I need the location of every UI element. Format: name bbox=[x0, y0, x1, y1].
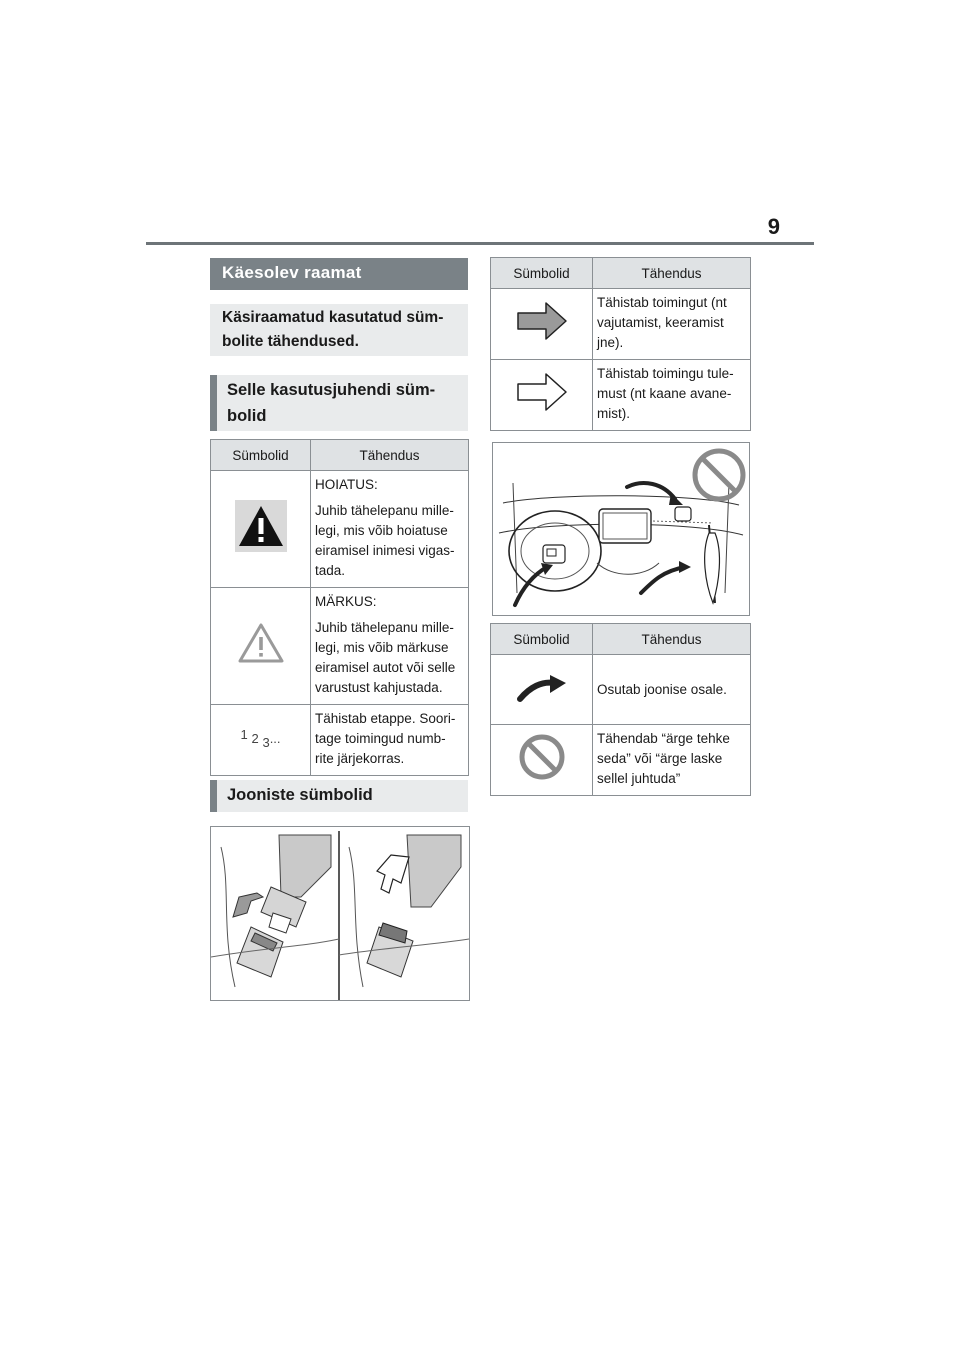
table-row bbox=[491, 360, 751, 431]
table-row bbox=[211, 705, 469, 776]
meaning-line: tada. bbox=[315, 563, 346, 578]
symbol-cell bbox=[211, 471, 311, 588]
table-header-row bbox=[491, 258, 751, 289]
heading-drawing-symbols: Jooniste sümbolid bbox=[210, 780, 468, 812]
symbol-cell bbox=[211, 588, 311, 705]
table-row bbox=[211, 471, 469, 588]
meaning-line: Juhib tähelepanu mille- bbox=[315, 620, 454, 635]
section-title: Käesolev raamat bbox=[210, 258, 468, 290]
table-row bbox=[491, 725, 751, 796]
step-digit: 2 bbox=[251, 731, 259, 746]
symbol-cell bbox=[491, 289, 593, 360]
meaning-line: Osutab joonise osale. bbox=[597, 681, 727, 697]
meaning-line: jne). bbox=[597, 335, 624, 350]
step-numbers-icon bbox=[211, 705, 311, 776]
dashboard-drawing bbox=[493, 443, 749, 615]
action-symbols-table bbox=[490, 257, 751, 431]
meaning-line: Tähistab toimingut (nt bbox=[597, 295, 727, 310]
drawing-symbols-table bbox=[490, 623, 751, 796]
meaning-line: varustust kahjustada. bbox=[315, 680, 443, 695]
meaning-cell bbox=[311, 588, 469, 705]
header-meaning: Tähendus bbox=[593, 258, 751, 289]
symbol-cell bbox=[491, 360, 593, 431]
symbol-cell bbox=[491, 655, 593, 725]
header-symbols: Sümbolid bbox=[491, 258, 593, 289]
header-symbols: Sümbolid bbox=[211, 440, 311, 471]
table-row bbox=[491, 289, 751, 360]
meaning-cell bbox=[593, 725, 751, 796]
meaning-line: rite järjekorras. bbox=[315, 751, 405, 766]
seatbelt-drawing bbox=[211, 827, 469, 1000]
meaning-line: sellel juhtuda” bbox=[597, 771, 681, 786]
page-number: 9 bbox=[767, 214, 780, 239]
meaning-line: legi, mis võib hoiatuse bbox=[315, 523, 448, 538]
table-header-row bbox=[211, 440, 469, 471]
header-rule bbox=[146, 242, 814, 245]
meaning-line: vajutamist, keeramist bbox=[597, 315, 724, 330]
step-digit: 1 bbox=[240, 727, 248, 742]
notice-outline-icon bbox=[236, 621, 286, 665]
table-header-row bbox=[491, 624, 751, 655]
symbol-cell bbox=[491, 725, 593, 796]
meaning-line: eiramisel autot või selle bbox=[315, 660, 456, 675]
meaning-line: legi, mis võib märkuse bbox=[315, 640, 449, 655]
seatbelt-illustration bbox=[210, 826, 470, 1001]
meaning-cell bbox=[593, 360, 751, 431]
table-row bbox=[491, 655, 751, 725]
meaning-line: Juhib tähelepanu mille- bbox=[315, 503, 454, 518]
header-symbols: Sümbolid bbox=[491, 624, 593, 655]
meaning-line: mist). bbox=[597, 406, 630, 421]
outline-arrow-icon bbox=[516, 372, 568, 412]
heading-manual-symbols bbox=[210, 375, 468, 431]
meaning-line: tage toimingud numb- bbox=[315, 731, 446, 746]
meaning-line: Tähistab toimingu tule- bbox=[597, 366, 734, 381]
heading-line: bolid bbox=[227, 407, 267, 425]
intro-box bbox=[210, 304, 468, 356]
meaning-line: eiramisel inimesi vigas- bbox=[315, 543, 455, 558]
heading-line: Selle kasutusjuhendi süm- bbox=[227, 381, 436, 399]
table-row bbox=[211, 588, 469, 705]
manual-symbols-table bbox=[210, 439, 469, 776]
intro-line: Käsiraamatud kasutatud süm- bbox=[222, 309, 444, 326]
curved-pointer-arrow-icon bbox=[516, 669, 568, 705]
step-digit: 3 bbox=[262, 735, 270, 750]
header-meaning: Tähendus bbox=[311, 440, 469, 471]
meaning-cell bbox=[593, 655, 751, 725]
meaning-cell bbox=[311, 471, 469, 588]
meaning-line: Tähistab etappe. Soori- bbox=[315, 711, 456, 726]
dashboard-illustration bbox=[492, 442, 750, 616]
meaning-line: seda” või “ärge laske bbox=[597, 751, 723, 766]
step-ellipsis: ... bbox=[269, 731, 281, 746]
intro-line: bolite tähendused. bbox=[222, 333, 359, 350]
meaning-title: MÄRKUS: bbox=[315, 594, 377, 609]
warning-filled-icon bbox=[233, 498, 289, 554]
meaning-cell bbox=[311, 705, 469, 776]
meaning-cell bbox=[593, 289, 751, 360]
filled-arrow-icon bbox=[516, 301, 568, 341]
header-meaning: Tähendus bbox=[593, 624, 751, 655]
meaning-title: HOIATUS: bbox=[315, 477, 378, 492]
meaning-line: Tähendab “ärge tehke bbox=[597, 731, 730, 746]
prohibition-icon bbox=[517, 732, 567, 782]
meaning-line: must (nt kaane avane- bbox=[597, 386, 732, 401]
